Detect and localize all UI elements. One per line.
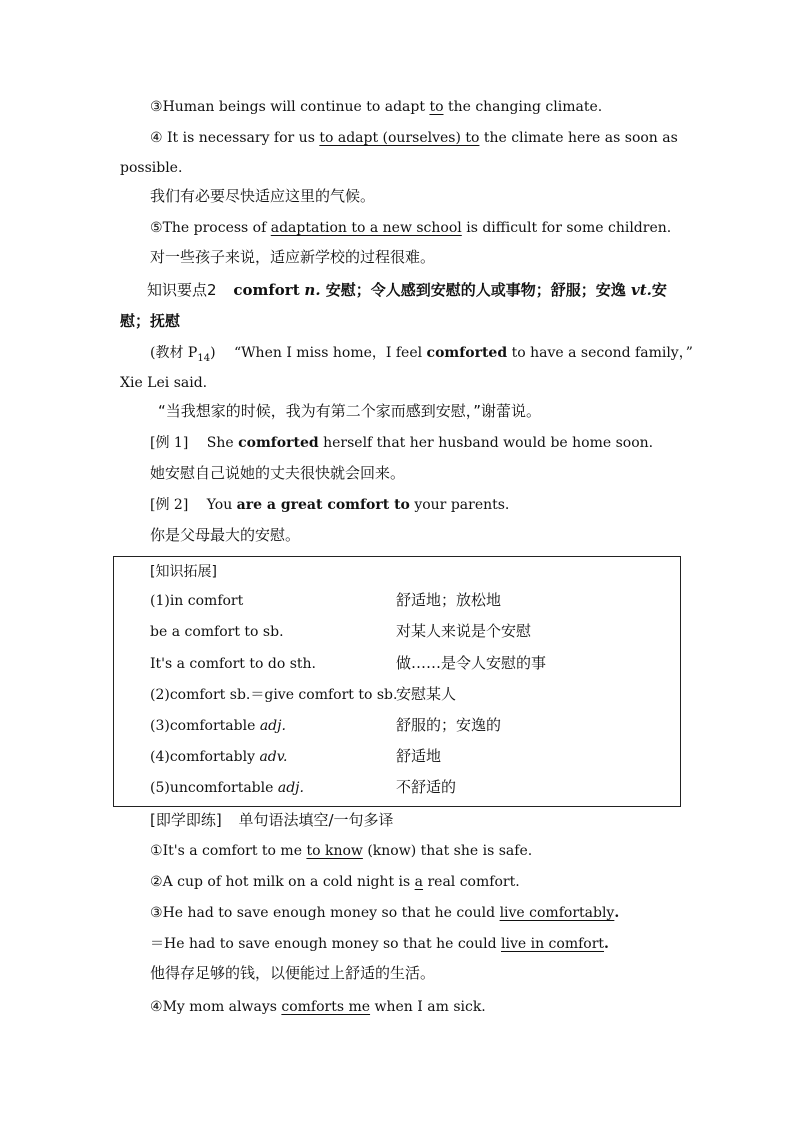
practice-question-3-translation: 他得存足够的钱，以便能过上舒适的生活。 bbox=[150, 964, 436, 982]
example-2: [例 2] You are a great comfort to your parents. bbox=[150, 497, 510, 513]
example-1: [例 1] She comforted herself that her husband would be home soon. bbox=[150, 435, 654, 451]
expansion-row-meaning: 做……是令人安慰的事 bbox=[396, 654, 547, 672]
expansion-row-meaning: 对某人来说是个安慰 bbox=[396, 622, 532, 640]
expansion-row: (4)comfortably adv. bbox=[150, 749, 288, 765]
expansion-row-meaning: 安慰某人 bbox=[396, 685, 457, 703]
example-sentence-3: ③Human beings will continue to adapt to the changing climate. bbox=[150, 99, 603, 115]
example-tag: [例 2] bbox=[150, 497, 189, 513]
example-1-translation: 她安慰自己说她的丈夫很快就会回来。 bbox=[150, 464, 406, 482]
practice-question-3-alt: ＝He had to save enough money so that he could live in comfort. bbox=[150, 936, 609, 952]
translation-4: 我们有必要尽快适应这里的气候。 bbox=[150, 187, 376, 205]
example-2-translation: 你是父母最大的安慰。 bbox=[150, 526, 301, 544]
expansion-row: (5)uncomfortable adj. bbox=[150, 780, 304, 796]
circled-number: ② bbox=[150, 874, 163, 890]
answer-blank: adaptation to a new school bbox=[270, 220, 462, 236]
practice-question-2: ②A cup of hot milk on a cold night is a real comfort. bbox=[150, 874, 520, 890]
example-tag: [例 1] bbox=[150, 435, 189, 451]
practice-heading: [即学即练] 单句语法填空/一句多译 bbox=[150, 811, 394, 829]
point-label: 知识要点2 bbox=[147, 281, 217, 299]
textbook-quote-cont: Xie Lei said. bbox=[120, 375, 208, 391]
expansion-row: It's a comfort to do sth. bbox=[150, 656, 316, 672]
headword: comfort bbox=[233, 281, 300, 299]
knowledge-expansion-box bbox=[113, 556, 681, 807]
answer-blank: to adapt (ourselves) to bbox=[319, 130, 480, 146]
circled-number: ④ bbox=[150, 999, 163, 1015]
circled-number: ① bbox=[150, 843, 163, 859]
circled-number: ⑤ bbox=[150, 220, 163, 236]
knowledge-point-heading-cont: 慰；抚慰 bbox=[120, 312, 181, 330]
practice-question-3: ③He had to save enough money so that he could live comfortably. bbox=[150, 905, 620, 921]
expansion-row-meaning: 不舒适的 bbox=[396, 778, 457, 796]
answer-blank: to bbox=[429, 99, 444, 115]
example-sentence-5: ⑤The process of adaptation to a new school is difficult for some children. bbox=[150, 220, 672, 236]
circled-number: ③ bbox=[150, 905, 163, 921]
textbook-translation: “当我想家的时候，我为有第二个家而感到安慰，”谢蕾说。 bbox=[158, 402, 542, 420]
practice-question-4: ④My mom always comforts me when I am sick. bbox=[150, 999, 486, 1015]
answer-blank: comforts me bbox=[281, 999, 371, 1015]
answer-blank: a bbox=[414, 874, 424, 890]
expansion-row: (3)comfortable adj. bbox=[150, 718, 286, 734]
example-sentence-4: ④ It is necessary for us to adapt (ourselves) to the climate here as soon as bbox=[150, 130, 678, 146]
circled-number: ④ bbox=[150, 130, 163, 146]
expansion-row: be a comfort to sb. bbox=[150, 624, 284, 640]
answer-blank: to know bbox=[306, 843, 363, 859]
textbook-quote: (教材 $P_{14}$) “When I miss home，I feel comforted to have a second family，” bbox=[150, 345, 693, 364]
answer-blank: live in comfort bbox=[501, 936, 605, 952]
practice-question-1: ①It's a comfort to me to know (know) that she is safe. bbox=[150, 843, 533, 859]
expansion-title: [知识拓展] bbox=[150, 564, 217, 580]
knowledge-point-heading: 知识要点2 comfort n. 安慰；令人感到安慰的人或事物；舒服；安逸 vt.安 bbox=[147, 281, 667, 299]
expansion-row-meaning: 舒服的；安逸的 bbox=[396, 716, 502, 734]
expansion-row-meaning: 舒适地 bbox=[396, 747, 442, 765]
example-sentence-4-cont: possible. bbox=[120, 160, 183, 176]
translation-5: 对一些孩子来说，适应新学校的过程很难。 bbox=[150, 248, 436, 266]
expansion-row: (2)comfort sb.＝give comfort to sb. bbox=[150, 687, 398, 703]
expansion-row: (1)in comfort bbox=[150, 593, 244, 609]
answer-blank: live comfortably bbox=[499, 905, 615, 921]
expansion-row-meaning: 舒适地；放松地 bbox=[396, 591, 502, 609]
circled-number: ③ bbox=[150, 99, 163, 115]
